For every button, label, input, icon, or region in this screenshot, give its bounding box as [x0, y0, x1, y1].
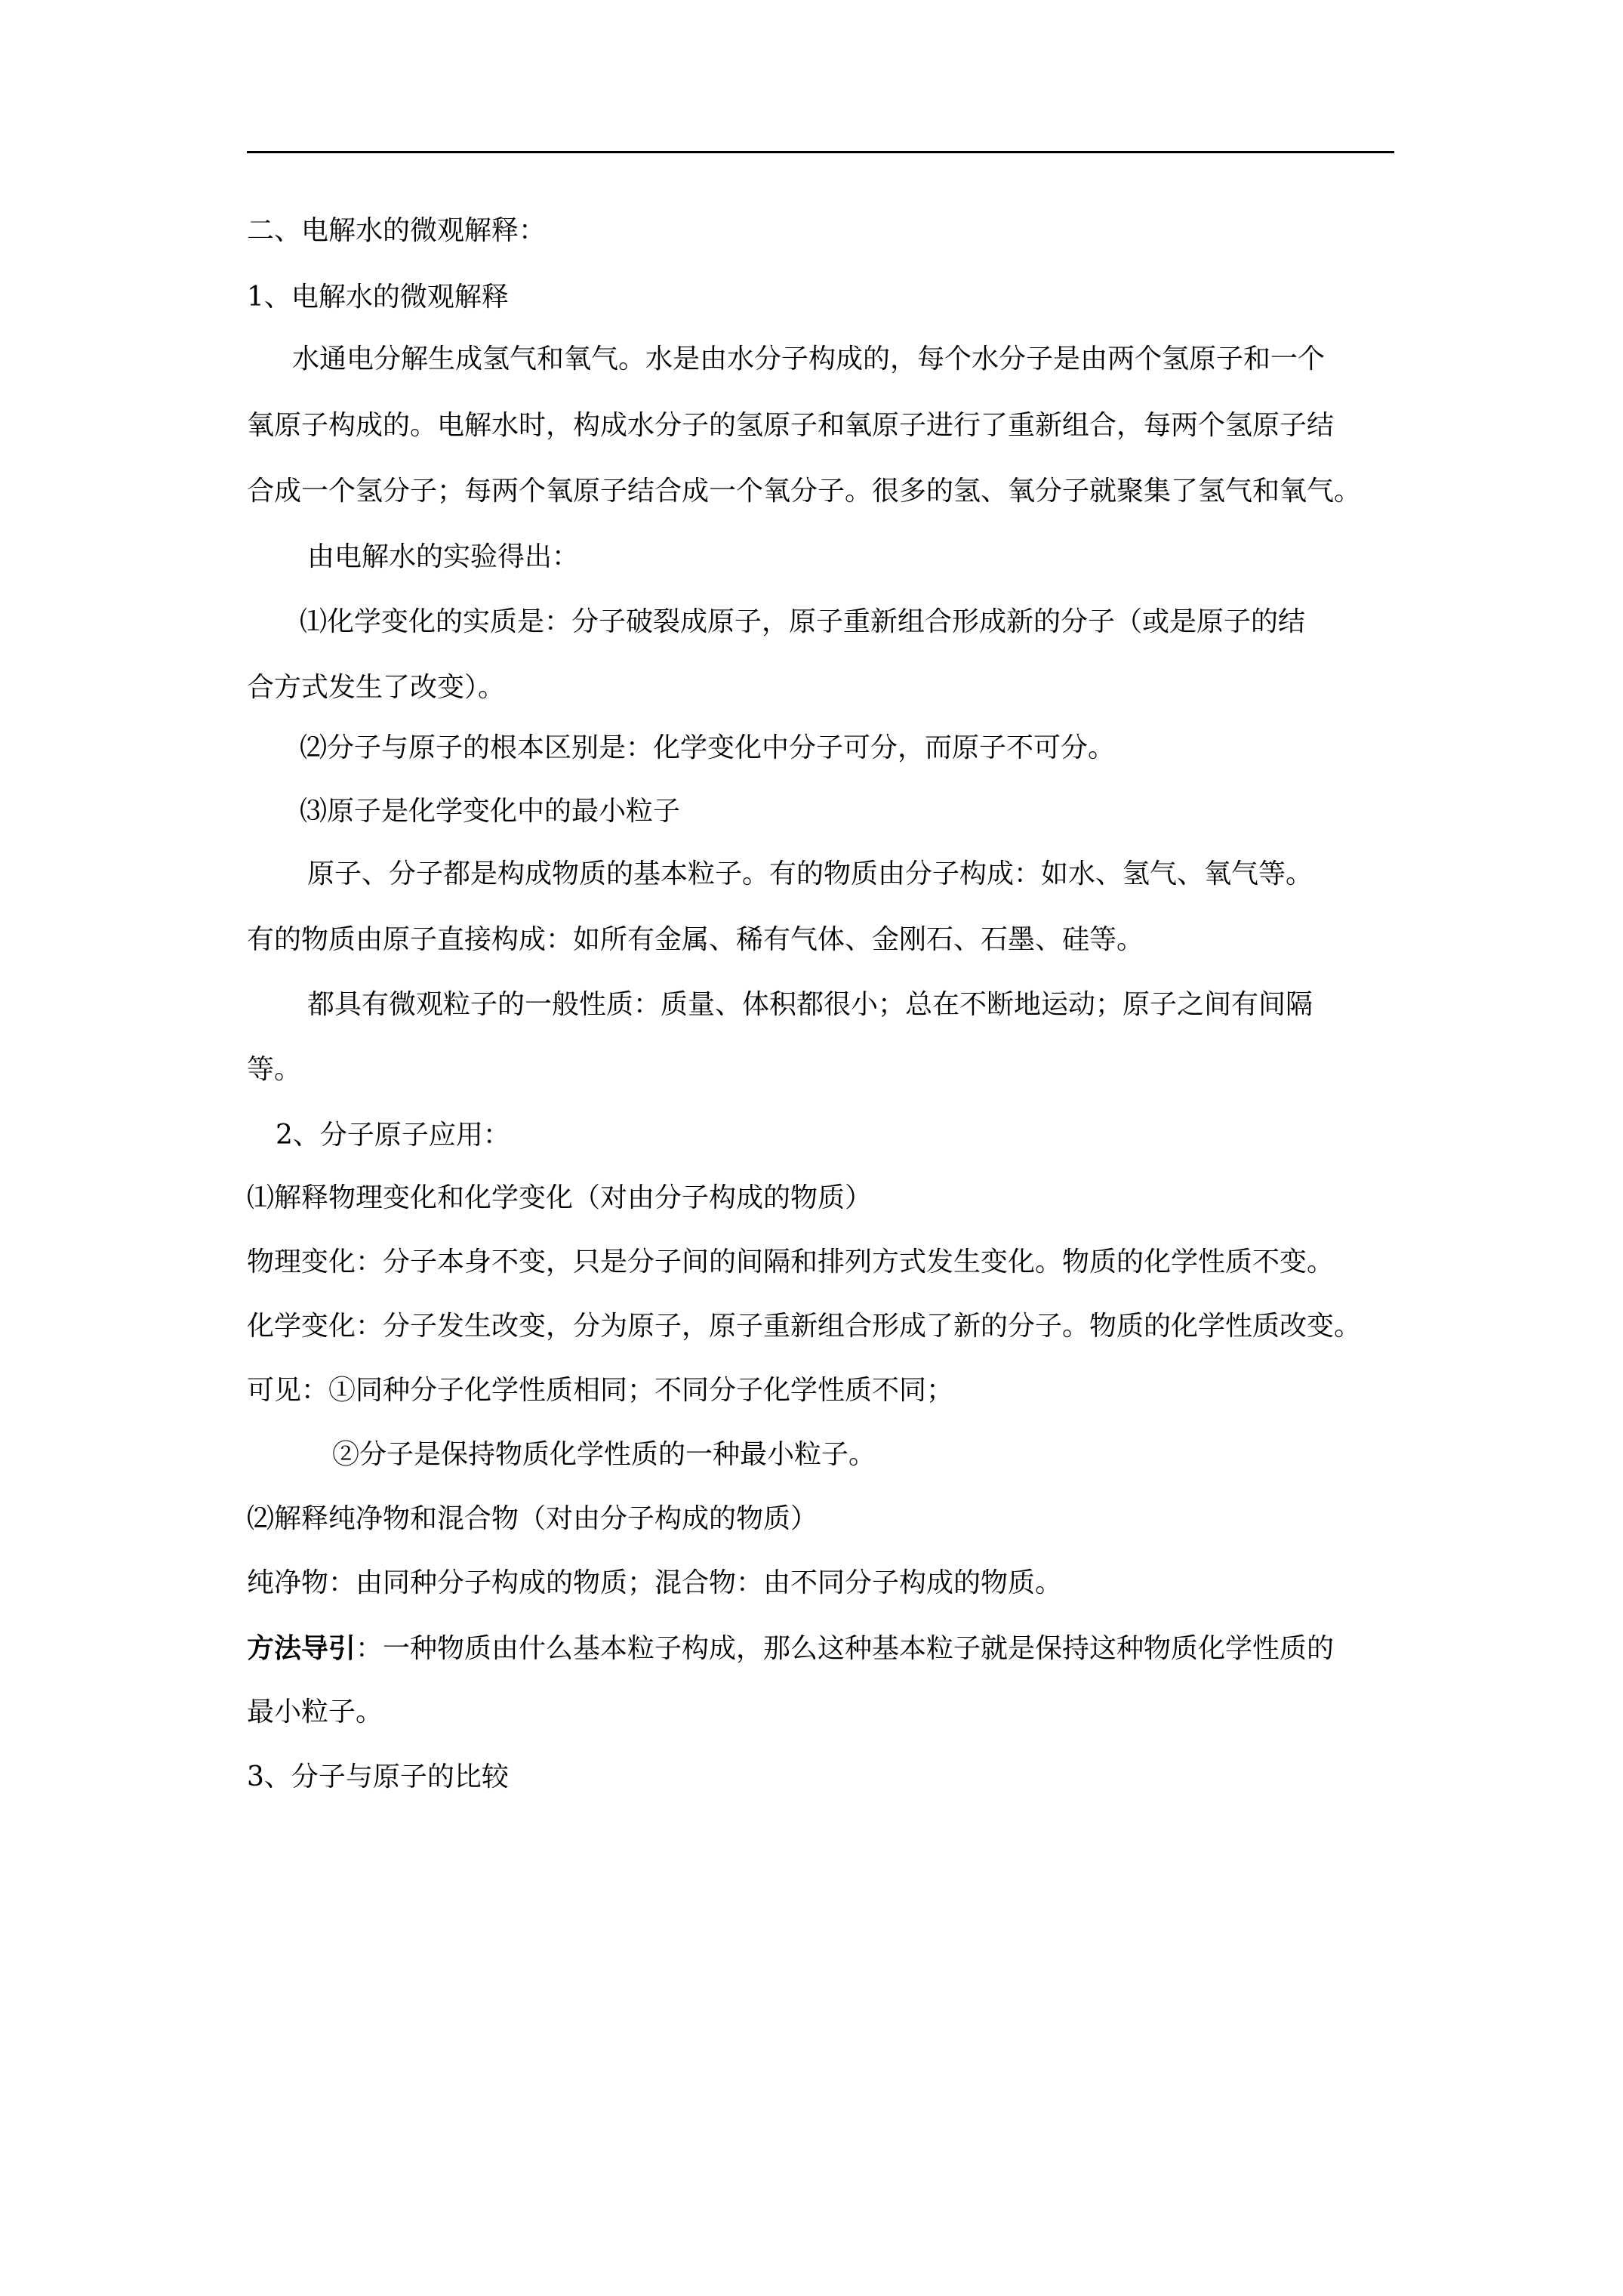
properties-line-1: 都具有微观粒子的一般性质：质量、体积都很小；总在不断地运动；原子之间有间隔 [307, 989, 1313, 1020]
basic-particles-line-2: 有的物质由原子直接构成：如所有金属、稀有气体、金刚石、石墨、硅等。 [247, 924, 1144, 955]
pure-mixture-definition: 纯净物：由同种分子构成的物质；混合物：由不同分子构成的物质。 [247, 1567, 1063, 1598]
paragraph-1-line-1: 水通电分解生成氢气和氧气。水是由水分子构成的，每个水分子是由两个氢原子和一个 [292, 344, 1326, 374]
application-1-title: ⑴解释物理变化和化学变化（对由分子构成的物质） [247, 1182, 873, 1213]
conclusion-1-line-1: ⑴化学变化的实质是：分子破裂成原子，原子重新组合形成新的分子（或是原子的结 [300, 606, 1306, 637]
observation-2: ②分子是保持物质化学性质的一种最小粒子。 [332, 1439, 876, 1470]
method-guide-line-1 [247, 1630, 1334, 1666]
conclusion-3: ⑶原子是化学变化中的最小粒子 [300, 796, 681, 827]
subsection-2-title: 2、分子原子应用： [276, 1120, 510, 1151]
conclusion-1-line-2: 合方式发生了改变）。 [247, 672, 506, 703]
application-2-title: ⑵解释纯净物和混合物（对由分子构成的物质） [247, 1503, 818, 1534]
subsection-1-title: 1、电解水的微观解释 [247, 282, 509, 313]
observation-1: 可见：①同种分子化学性质相同；不同分子化学性质不同； [247, 1375, 954, 1406]
method-guide-text-1: ：一种物质由什么基本粒子构成，那么这种基本粒子就是保持这种物质化学性质的 [356, 1633, 1335, 1664]
properties-line-2: 等。 [247, 1054, 302, 1085]
method-guide-label: 方法导引 [247, 1632, 356, 1664]
conclusion-2: ⑵分子与原子的根本区别是：化学变化中分子可分，而原子不可分。 [300, 732, 1116, 763]
section-heading: 二、电解水的微观解释： [247, 215, 547, 246]
subsection-3-title: 3、分子与原子的比较 [247, 1761, 509, 1792]
header-rule [247, 151, 1394, 153]
physical-change-definition: 物理变化：分子本身不变，只是分子间的间隔和排列方式发生变化。物质的化学性质不变。 [247, 1247, 1335, 1277]
paragraph-1-line-2: 氧原子构成的。电解水时，构成水分子的氢原子和氧原子进行了重新组合，每两个氢原子结 [247, 410, 1335, 441]
basic-particles-line-1: 原子、分子都是构成物质的基本粒子。有的物质由分子构成：如水、氢气、氧气等。 [307, 858, 1313, 889]
paragraph-1-line-3: 合成一个氢分子；每两个氧原子结合成一个氧分子。很多的氢、氧分子就聚集了氢气和氧气。 [247, 476, 1362, 507]
conclusions-intro: 由电解水的实验得出： [307, 541, 580, 572]
chemical-change-definition: 化学变化：分子发生改变，分为原子，原子重新组合形成了新的分子。物质的化学性质改变。 [247, 1311, 1362, 1342]
method-guide-line-2: 最小粒子。 [247, 1697, 383, 1727]
